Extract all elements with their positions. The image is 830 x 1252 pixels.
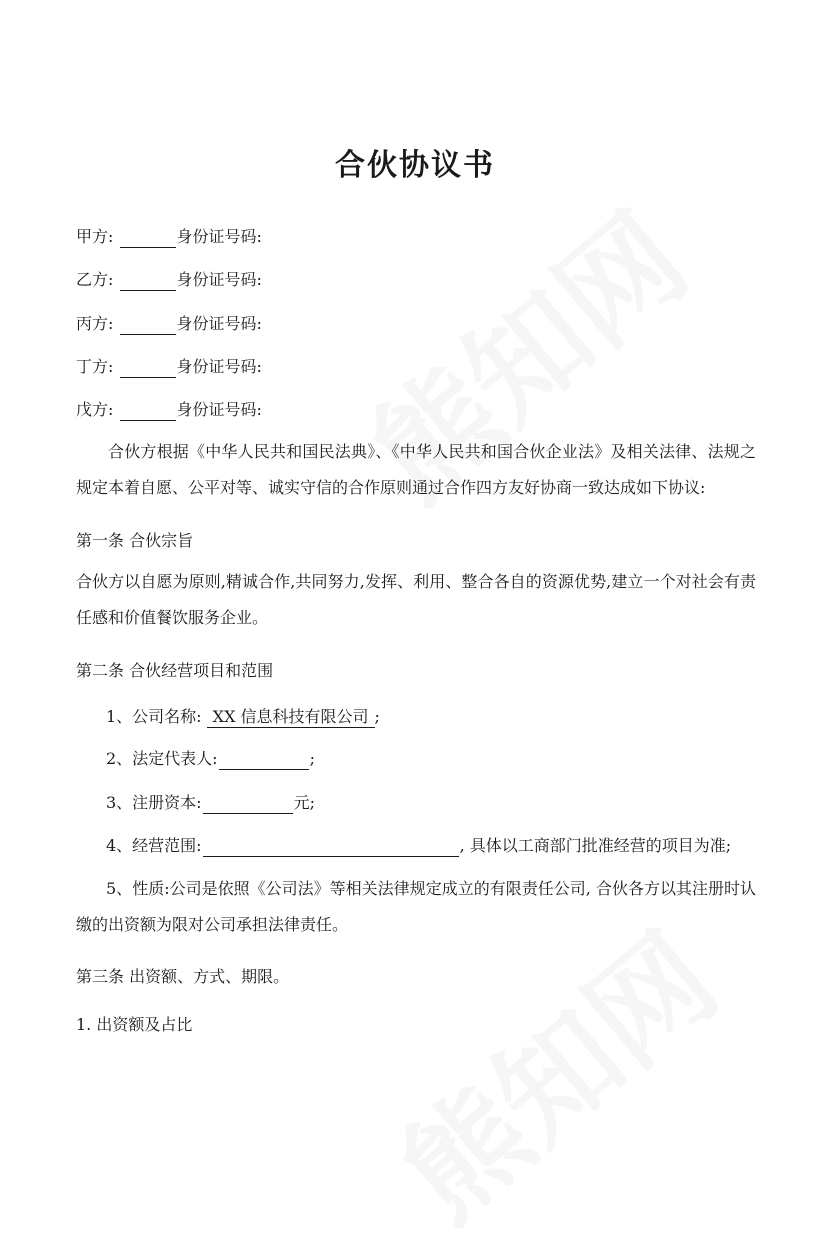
item-capital: 3、注册资本: 元; — [106, 793, 315, 812]
id-label: 身份证号码: — [176, 314, 262, 333]
party-label: 丙方: — [76, 314, 114, 333]
name-blank[interactable] — [120, 402, 176, 421]
party-line — [76, 269, 262, 291]
name-blank[interactable] — [120, 272, 176, 291]
party-label: 甲方: — [76, 227, 114, 246]
article-heading: 第三条 出资额、方式、期限。 — [76, 967, 290, 986]
scope-blank[interactable] — [203, 838, 459, 857]
party-label: 丁方: — [76, 357, 114, 376]
party-line — [76, 399, 262, 421]
document-title: 合伙协议书 — [335, 148, 495, 183]
company-name-value[interactable]: XX 信息科技有限公司 — [207, 707, 375, 728]
article-body: 合伙方以自愿为原则,精诚合作,共同努力,发挥、利用、整合各自的资源优势,建立一个对社会有责任感和价值餐饮服务企业。 — [76, 572, 756, 627]
party-line — [76, 356, 262, 378]
item-nature: 5、性质:公司是依照《公司法》等相关法律规定成立的有限责任公司, 合伙各方以其注册时认缴的出资额为限对公司承担法律责任。 — [76, 879, 756, 934]
name-blank[interactable] — [120, 316, 176, 335]
capital-blank[interactable] — [203, 795, 293, 814]
item-scope: 4、经营范围: , 具体以工商部门批准经营的项目为准; — [106, 836, 732, 855]
id-label: 身份证号码: — [176, 270, 262, 289]
name-blank[interactable] — [120, 359, 176, 378]
party-line — [76, 226, 262, 248]
item-legal-rep: 2、法定代表人: ; — [106, 749, 315, 768]
id-label: 身份证号码: — [176, 400, 262, 419]
item-company-name: 1、公司名称: XX 信息科技有限公司 ; — [106, 707, 380, 726]
party-line — [76, 313, 262, 335]
id-label: 身份证号码: — [176, 227, 262, 246]
party-label: 戊方: — [76, 400, 114, 419]
legal-rep-blank[interactable] — [219, 751, 309, 770]
preamble-paragraph: 合伙方根据《中华人民共和国民法典》、《中华人民共和国合伙企业法》及相关法律、法规之规定本着自愿、公平对等、诚实守信的合作原则通过合作四方友好协商一致达成如下协议: — [76, 442, 756, 497]
watermark-bottom — [360, 889, 746, 1252]
sub-heading: 1. 出资额及占比 — [76, 1015, 193, 1034]
article-heading: 第一条 合伙宗旨 — [76, 531, 194, 550]
article-heading: 第二条 合伙经营项目和范围 — [76, 661, 274, 680]
party-label: 乙方: — [76, 270, 114, 289]
name-blank[interactable] — [120, 229, 176, 248]
id-label: 身份证号码: — [176, 357, 262, 376]
